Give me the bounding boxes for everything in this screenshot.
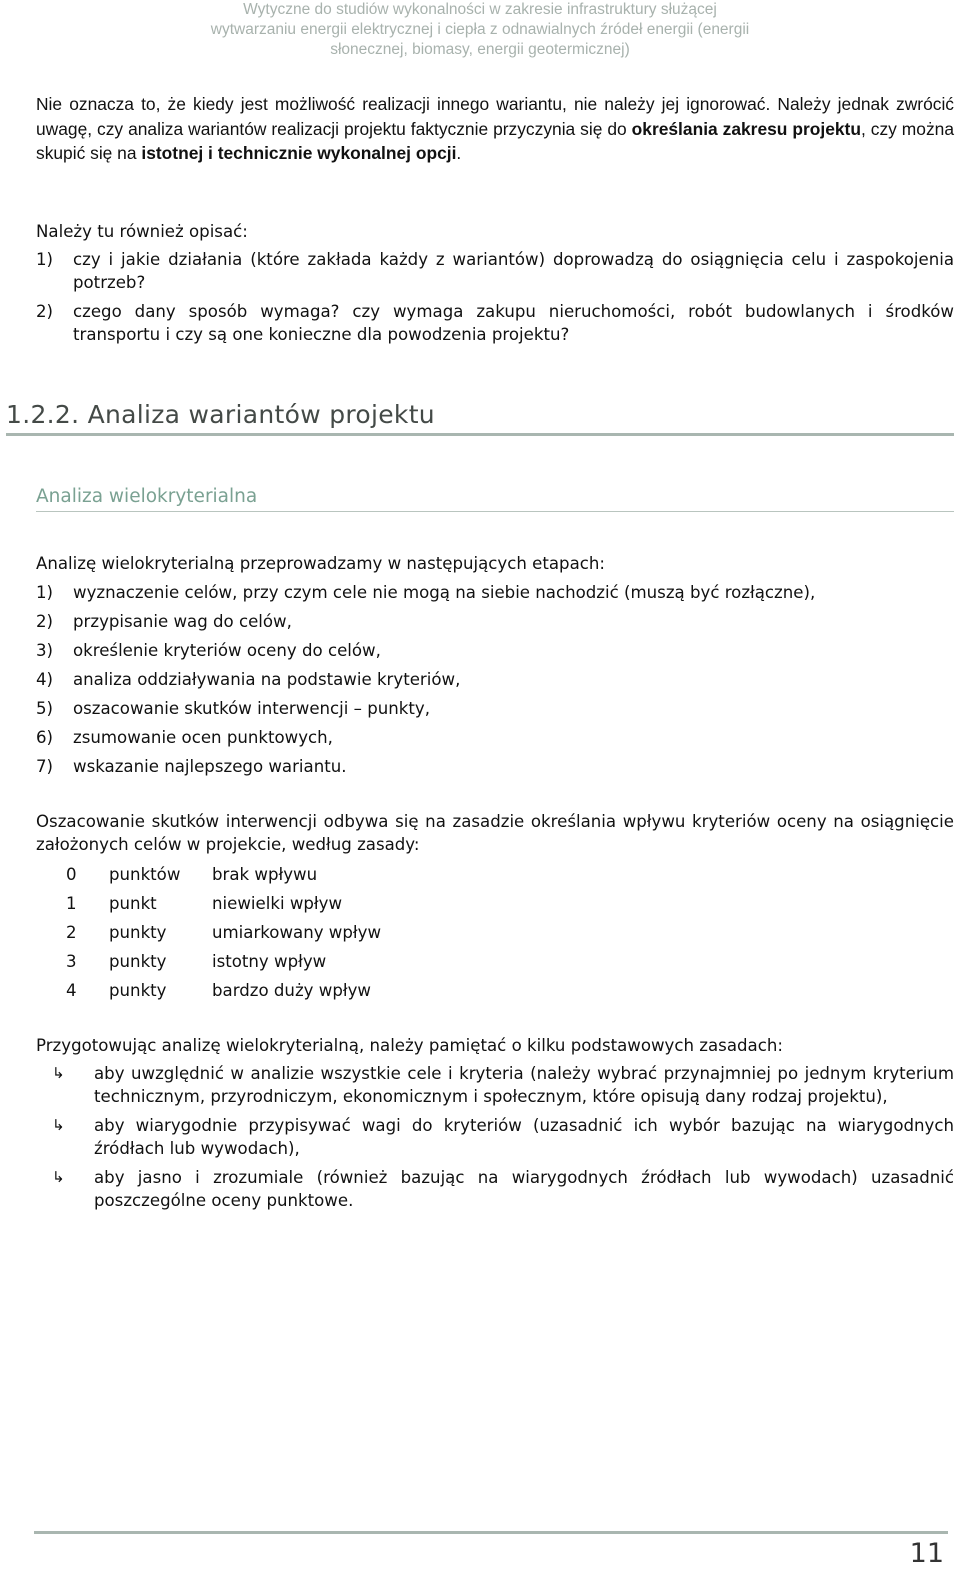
scale-description: istotny wpływ bbox=[212, 952, 327, 971]
scale-description: bardzo duży wpływ bbox=[212, 981, 371, 1000]
list-item-text: zsumowanie ocen punktowych, bbox=[73, 728, 333, 747]
arrow-bullet-icon: ↳ bbox=[52, 1168, 65, 1186]
intro-bold-1: określania zakresu projektu bbox=[631, 118, 861, 139]
scale-value: 1 bbox=[66, 894, 77, 913]
intro-paragraph bbox=[36, 92, 954, 166]
scale-unit: punkty bbox=[109, 923, 167, 942]
scale-unit: punkt bbox=[109, 894, 157, 913]
steps-list bbox=[36, 578, 954, 781]
arrow-bullet-icon: ↳ bbox=[52, 1064, 65, 1082]
scale-description: umiarkowany wpływ bbox=[212, 923, 382, 942]
list-item-text: aby wiarygodnie przypisywać wagi do kryteriów (uzasadnić ich wybór bazując na wiarygodnych źródłach lub wywodach), bbox=[94, 1116, 954, 1158]
list-item-text: przypisanie wag do celów, bbox=[73, 612, 292, 631]
intro-paragraph-block bbox=[36, 92, 954, 166]
footer-rule bbox=[34, 1531, 948, 1534]
scale-unit: punktów bbox=[109, 865, 181, 884]
also-describe-lead: Należy tu również opisać: bbox=[36, 222, 248, 241]
intro-text-1: Nie oznacza to, że kiedy jest możliwość realizacji innego wariantu, nie należy jej ignorować. Należy jednak zwrócić uwagę, czy analiza wariantów realizacji projektu faktycznie przyczynia się do bbox=[36, 94, 954, 139]
steps-lead: Analizę wielokryterialną przeprowadzamy w następujących etapach: bbox=[36, 554, 605, 573]
list-item bbox=[36, 723, 954, 752]
scale-description: niewielki wpływ bbox=[212, 894, 343, 913]
principles-list bbox=[36, 1062, 954, 1212]
list-item bbox=[36, 300, 954, 346]
list-item-number: 2) bbox=[36, 302, 54, 321]
running-header-line-1: Wytyczne do studiów wykonalności w zakresie infrastruktury służącej bbox=[243, 1, 717, 18]
running-header-line-3: słonecznej, biomasy, energii geotermicznej) bbox=[330, 41, 630, 58]
scale-unit: punkty bbox=[109, 952, 167, 971]
principles-lead: Przygotowując analizę wielokryterialną, należy pamiętać o kilku podstawowych zasadach: bbox=[36, 1036, 783, 1055]
list-item-text: oszacowanie skutków interwencji – punkty, bbox=[73, 699, 431, 718]
section-heading: 1.2.2. Analiza wariantów projektu bbox=[6, 400, 954, 436]
list-item-text: wskazanie najlepszego wariantu. bbox=[73, 757, 347, 776]
list-item-number: 1) bbox=[36, 583, 54, 602]
list-item-number: 7) bbox=[36, 757, 54, 776]
list-item-text: czego dany sposób wymaga? czy wymaga zakupu nieruchomości, robót budowlanych i środków transportu i czy są one konieczne dla powodzenia projektu? bbox=[73, 302, 954, 344]
list-item bbox=[36, 607, 954, 636]
list-item bbox=[36, 1114, 954, 1160]
list-item bbox=[36, 694, 954, 723]
steps-block bbox=[36, 549, 954, 781]
arrow-bullet-icon: ↳ bbox=[52, 1116, 65, 1134]
also-describe-block bbox=[36, 220, 954, 346]
list-item bbox=[36, 578, 954, 607]
list-item bbox=[36, 752, 954, 781]
list-item-text: aby jasno i zrozumiale (również bazując na wiarygodnych źródłach lub wywodach) uzasadnić poszczególne oceny punktowe. bbox=[94, 1168, 954, 1210]
scale-value: 0 bbox=[66, 865, 77, 884]
scale-row bbox=[66, 947, 381, 976]
list-item-number: 4) bbox=[36, 670, 54, 689]
scoring-scale bbox=[66, 860, 381, 1005]
scale-value: 3 bbox=[66, 952, 77, 971]
list-item-text: czy i jakie działania (które zakłada każdy z wariantów) doprowadzą do osiągnięcia celu i zaspokojenia potrzeb? bbox=[73, 250, 954, 292]
scale-unit: punkty bbox=[109, 981, 167, 1000]
list-item-text: określenie kryteriów oceny do celów, bbox=[73, 641, 381, 660]
list-item bbox=[36, 665, 954, 694]
list-item-number: 5) bbox=[36, 699, 54, 718]
intro-bold-2: istotnej i technicznie wykonalnej opcji bbox=[141, 143, 457, 163]
running-header bbox=[0, 0, 960, 60]
scale-row bbox=[66, 889, 381, 918]
scale-row bbox=[66, 918, 381, 947]
page-number: 11 bbox=[909, 1538, 944, 1569]
intro-text-2: , czy można skupić się na bbox=[36, 118, 955, 163]
scale-row bbox=[66, 976, 381, 1005]
list-item bbox=[36, 1166, 954, 1212]
list-item-text: analiza oddziaływania na podstawie kryteriów, bbox=[73, 670, 461, 689]
list-item bbox=[36, 636, 954, 665]
subsection-heading: Analiza wielokryterialna bbox=[36, 486, 954, 512]
list-item-number: 3) bbox=[36, 641, 54, 660]
estimation-block bbox=[36, 810, 954, 856]
list-item-number: 1) bbox=[36, 250, 54, 269]
scale-row bbox=[66, 860, 381, 889]
list-item-number: 2) bbox=[36, 612, 54, 631]
scale-value: 4 bbox=[66, 981, 77, 1000]
scale-value: 2 bbox=[66, 923, 77, 942]
intro-text-3: . bbox=[456, 143, 462, 163]
list-item-number: 6) bbox=[36, 728, 54, 747]
also-describe-list bbox=[36, 248, 954, 346]
list-item bbox=[36, 1062, 954, 1108]
scale-description: brak wpływu bbox=[212, 865, 318, 884]
running-header-line-2: wytwarzaniu energii elektrycznej i ciepła z odnawialnych źródeł energii (energii bbox=[210, 21, 750, 38]
list-item bbox=[36, 248, 954, 294]
list-item-text: wyznaczenie celów, przy czym cele nie mogą na siebie nachodzić (muszą być rozłączne), bbox=[73, 583, 816, 602]
list-item-text: aby uwzględnić w analizie wszystkie cele i kryteria (należy wybrać przynajmniej po jednym kryterium technicznym, przyrodniczym, ekonomicznym i społecznym, które opisują dany rodzaj projektu), bbox=[94, 1064, 954, 1106]
estimation-lead: Oszacowanie skutków interwencji odbywa się na zasadzie określania wpływu kryteriów oceny na osiągnięcie założonych celów w projekcie, według zasady: bbox=[36, 812, 954, 854]
principles-block bbox=[36, 1034, 954, 1218]
